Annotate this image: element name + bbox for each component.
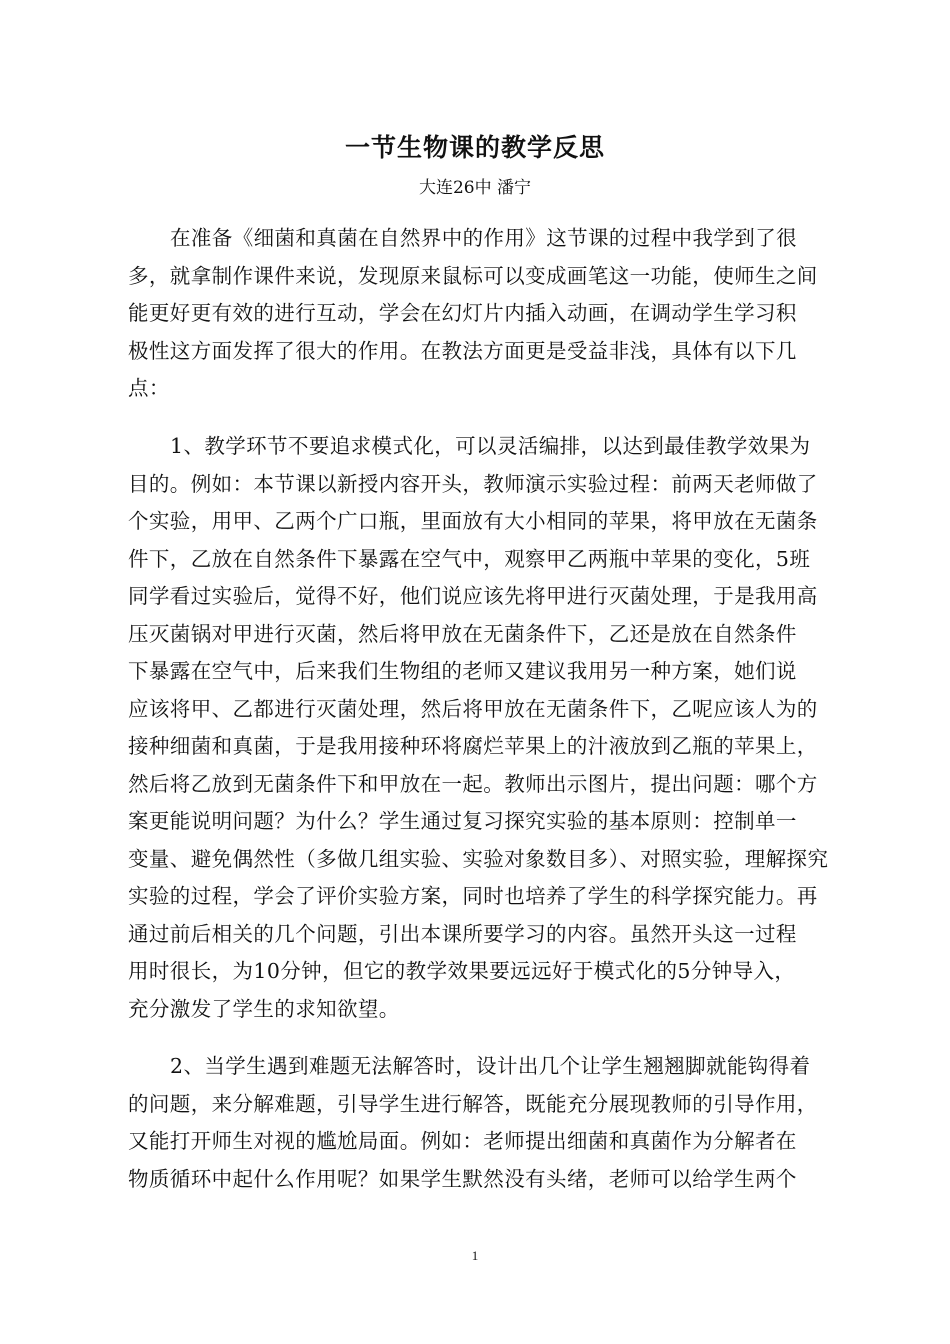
- paragraph-line: 变量、避免偶然性（多做几组实验、实验对象数目多）、对照实验，理解探究: [128, 846, 829, 871]
- paragraph-line: 下暴露在空气中，后来我们生物组的老师又建议我用另一种方案，她们说: [128, 659, 797, 683]
- paragraph-line: 案更能说明问题？为什么？学生通过复习探究实验的基本原则：控制单一: [128, 809, 797, 833]
- paragraph-line: 然后将乙放到无菌条件下和甲放在一起。教师出示图片，提出问题：哪个方: [128, 771, 818, 796]
- paragraph-line: 的问题，来分解难题，引导学生进行解答，既能充分展现教师的引导作用，: [128, 1091, 818, 1116]
- paragraph-line: 极性这方面发挥了很大的作用。在教法方面更是受益非浅，具体有以下几: [128, 338, 797, 363]
- paragraph-line: 能更好更有效的进行互动，学会在幻灯片内插入动画，在调动学生学习积: [128, 301, 797, 325]
- paragraph-line: 目的。例如：本节课以新授内容开头，教师演示实验过程：前两天老师做了: [128, 471, 818, 496]
- paragraph-line: 2、当学生遇到难题无法解答时，设计出几个让学生翘翘脚就能钩得着: [170, 1054, 811, 1078]
- paragraph-line: 在准备《细菌和真菌在自然界中的作用》这节课的过程中我学到了很: [170, 226, 797, 250]
- page-number: 1: [471, 1248, 479, 1263]
- paragraph-line: 1、教学环节不要追求模式化，可以灵活编排，以达到最佳教学效果为: [170, 434, 811, 458]
- paragraph-line: 应该将甲、乙都进行灭菌处理，然后将甲放在无菌条件下，乙呢应该人为的: [128, 696, 818, 721]
- paragraph-line: 件下，乙放在自然条件下暴露在空气中，观察甲乙两瓶中苹果的变化，5班: [128, 546, 811, 571]
- document-title: 一节生物课的教学反思: [344, 133, 605, 162]
- author-byline: 大连26中 潘宁: [418, 178, 532, 198]
- paragraph-intro: [128, 220, 846, 408]
- paragraph-point-1: [128, 428, 846, 1028]
- paragraph-line: 实验的过程，学会了评价实验方案，同时也培养了学生的科学探究能力。再: [128, 884, 818, 908]
- paragraph-line: 充分激发了学生的求知欲望。: [128, 996, 400, 1021]
- paragraph-line: 物质循环中起什么作用呢？如果学生默然没有头绪，老师可以给学生两个: [128, 1166, 797, 1191]
- paragraph-line: 点：: [128, 376, 170, 400]
- paragraph-line: 接种细菌和真菌，于是我用接种环将腐烂苹果上的汁液放到乙瓶的苹果上，: [128, 734, 818, 758]
- paragraph-line: 又能打开师生对视的尴尬局面。例如：老师提出细菌和真菌作为分解者在: [128, 1129, 797, 1153]
- paragraph-line: 通过前后相关的几个问题，引出本课所要学习的内容。虽然开头这一过程: [128, 921, 797, 946]
- paragraph-line: 多，就拿制作课件来说，发现原来鼠标可以变成画笔这一功能，使师生之间: [128, 263, 818, 288]
- paragraph-line: 个实验，用甲、乙两个广口瓶，里面放有大小相同的苹果，将甲放在无菌条: [128, 509, 818, 533]
- paragraph-line: 用时很长，为10分钟，但它的教学效果要远远好于模式化的5分钟导入，: [128, 959, 796, 983]
- paragraph-line: 压灭菌锅对甲进行灭菌，然后将甲放在无菌条件下，乙还是放在自然条件: [128, 621, 797, 646]
- paragraph-point-2: [128, 1048, 846, 1198]
- paragraph-line: 同学看过实验后，觉得不好，他们说应该先将甲进行灭菌处理，于是我用高: [128, 584, 818, 608]
